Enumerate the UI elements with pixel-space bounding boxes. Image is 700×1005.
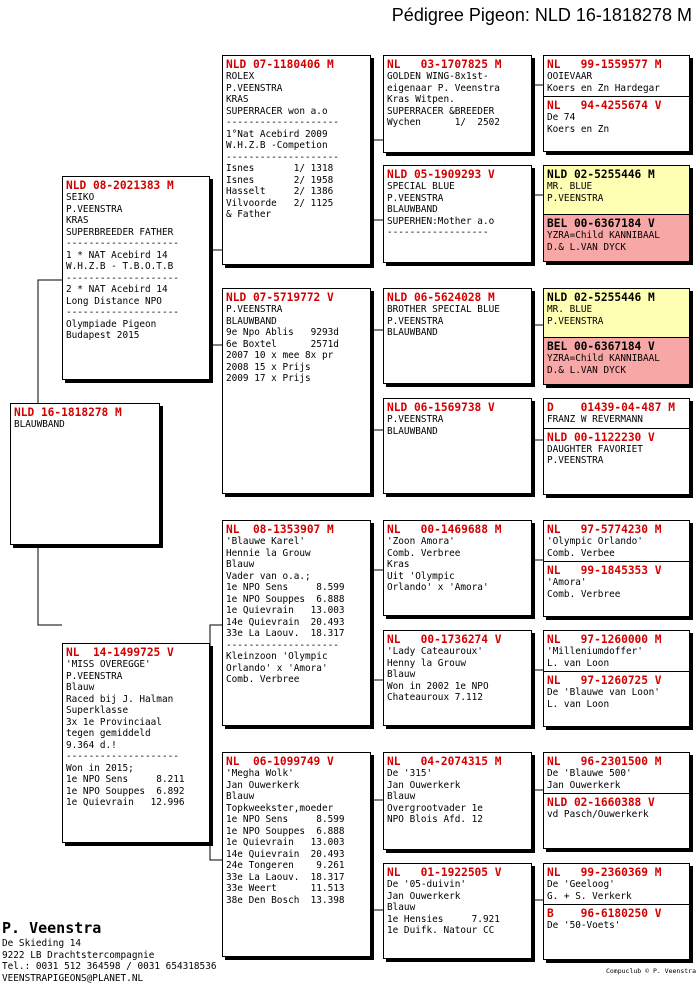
info-line: D.& L.VAN DYCK bbox=[547, 241, 627, 253]
gen3-card-2 bbox=[383, 165, 532, 263]
info-line: SUPERHEN:Mother a.o bbox=[387, 215, 495, 227]
info-line: 'MISS OVEREGGE' bbox=[66, 659, 151, 670]
info-line: P.VEENSTRA bbox=[387, 315, 444, 327]
info-line: De 'Blauwe 500' bbox=[547, 768, 632, 779]
info-line: Blauw bbox=[387, 902, 416, 913]
dam-card bbox=[62, 643, 210, 843]
info-line: D.& L.VAN DYCK bbox=[547, 364, 627, 376]
gen4-pair-4 bbox=[543, 398, 690, 495]
ring-number: NLD 16-1818278 M bbox=[14, 406, 122, 419]
info-line: Hasselt 2/ 1386 bbox=[226, 186, 334, 197]
ring-number: B 96-6180250 V bbox=[547, 907, 662, 920]
info-line: -------------------- bbox=[66, 272, 179, 284]
info-line: 1e Quievrain 13.003 bbox=[226, 837, 345, 848]
info-line: P.VEENSTRA bbox=[226, 82, 283, 94]
gen4-entry bbox=[544, 289, 689, 337]
info-line: 'Megha Wolk' bbox=[226, 768, 294, 779]
info-line: GOLDEN WING-8x1st- bbox=[387, 71, 489, 82]
info-line: DAUGHTER FAVORIET bbox=[547, 443, 643, 455]
info-line: 'Amora' bbox=[547, 577, 587, 588]
ring-number: NL 97-1260000 M bbox=[547, 633, 662, 646]
gen3-card-5 bbox=[383, 520, 532, 616]
info-line: Kras bbox=[387, 559, 410, 570]
info-line: Blauw bbox=[226, 791, 255, 802]
granddam-paternal-card bbox=[222, 288, 371, 494]
info-line: Vilvoorde 2/ 1125 bbox=[226, 197, 334, 209]
info-line: MR. BLUE bbox=[547, 304, 593, 315]
gen3-card-8 bbox=[383, 863, 532, 959]
gen4-entry bbox=[544, 428, 689, 469]
gen4-pair-5 bbox=[543, 520, 690, 617]
info-line: 1e Quievrain 13.003 bbox=[226, 605, 345, 616]
info-line: 1 * NAT Acebird 14 bbox=[66, 249, 168, 261]
connector-sire-gen2a bbox=[210, 240, 222, 250]
info-line: P.VEENSTRA bbox=[547, 455, 604, 466]
info-line: -------------------- bbox=[66, 307, 179, 318]
info-line: eigenaar P. Veenstra bbox=[387, 82, 500, 94]
ring-number: NL 06-1099749 V bbox=[226, 755, 334, 768]
ring-number: NLD 07-5719772 V bbox=[226, 291, 334, 304]
ring-number: D 01439-04-487 M bbox=[547, 401, 675, 414]
gen4-pair-8 bbox=[543, 863, 690, 960]
ring-number: NLD 06-1569738 V bbox=[387, 401, 495, 414]
info-line: vd Pasch/Ouwerkerk bbox=[547, 809, 649, 820]
grandsire-paternal-card bbox=[222, 55, 371, 265]
info-line: Comb. Verbee bbox=[547, 547, 615, 559]
info-line: Comb. Verbree bbox=[547, 588, 621, 600]
info-line: Jan Ouwerkerk bbox=[387, 779, 461, 791]
ring-number: NL 14-1499725 V bbox=[66, 646, 174, 659]
gen4-entry bbox=[544, 904, 689, 934]
info-line: SUPERBREEDER FATHER bbox=[66, 226, 174, 238]
info-line: P.VEENSTRA bbox=[547, 315, 604, 327]
info-line: BLAUWBAND bbox=[387, 204, 438, 215]
info-line: 1e Quievrain 12.996 bbox=[66, 797, 185, 808]
info-line: Comb. Verbree bbox=[226, 674, 300, 685]
info-line: 1°Nat Acebird 2009 bbox=[226, 128, 328, 140]
ring-number: NL 94-4255674 V bbox=[547, 99, 662, 112]
gen4-pair-2 bbox=[543, 165, 690, 262]
gen4-pair-6 bbox=[543, 630, 690, 727]
info-line: 2007 10 x mee 8x pr bbox=[226, 350, 334, 361]
info-line: 9.364 d.! bbox=[66, 739, 117, 751]
info-line: P.VEENSTRA bbox=[66, 670, 123, 682]
info-line: Long Distance NPO bbox=[66, 295, 162, 307]
info-line: SUPERRACER &BREEDER bbox=[387, 105, 495, 117]
info-line: 6e Boxtel 2571d bbox=[226, 338, 339, 350]
info-line: L. van Loon bbox=[547, 698, 610, 710]
ring-number: NLD 06-5624028 M bbox=[387, 291, 495, 304]
ring-number: NL 04-2074315 M bbox=[387, 755, 502, 768]
info-line: SPECIAL BLUE bbox=[387, 181, 455, 192]
info-line: Jan Ouwerkerk bbox=[226, 779, 300, 791]
info-line: Won in 2015; bbox=[66, 762, 134, 774]
owner-city: 9222 LB Drachtstercompagnie bbox=[2, 949, 155, 961]
ring-number: NLD 02-5255446 M bbox=[547, 168, 655, 181]
info-line: BLAUWBAND bbox=[14, 419, 65, 430]
info-line: 14e Quievrain 20.493 bbox=[226, 848, 345, 860]
info-line: P.VEENSTRA bbox=[66, 203, 123, 215]
info-line: Topkweekster,moeder bbox=[226, 802, 334, 814]
info-line: Orlando' x 'Amora' bbox=[226, 662, 328, 674]
info-line: & Father bbox=[226, 209, 272, 220]
info-line: Vader van o.a.; bbox=[226, 570, 311, 582]
info-line: Budapest 2015 bbox=[66, 330, 140, 341]
info-line: Wychen 1/ 2502 bbox=[387, 117, 500, 128]
gen4-entry bbox=[544, 96, 689, 137]
info-line: 1e NPO Souppes 6.888 bbox=[226, 825, 345, 837]
info-line: W.H.Z.B -Competion bbox=[226, 140, 328, 151]
footer-credit: Compuclub © P. Veenstra bbox=[605, 967, 696, 975]
owner-name: P. Veenstra bbox=[2, 919, 102, 937]
owner-email[interactable]: VEENSTRAPIGEONS@PLANET.NL bbox=[2, 972, 144, 984]
connector-subject-sire bbox=[38, 280, 62, 403]
info-line: 'Milleniumdoffer' bbox=[547, 646, 643, 657]
ring-number: NL 96-2301500 M bbox=[547, 755, 662, 768]
owner-block bbox=[2, 918, 216, 984]
info-line: 1e NPO Souppes 6.888 bbox=[226, 593, 345, 605]
ring-number: NLD 00-1122230 V bbox=[547, 430, 655, 444]
gen4-entry bbox=[544, 337, 689, 385]
info-line: 'Zoon Amora' bbox=[387, 536, 455, 547]
info-line: 1e Hensies 7.921 bbox=[387, 913, 500, 925]
ring-number: NL 99-1559577 M bbox=[547, 58, 662, 71]
info-line: 14e Quievrain 20.493 bbox=[226, 616, 345, 628]
info-line: De '315' bbox=[387, 768, 433, 779]
info-line: Uit 'Olympic bbox=[387, 570, 455, 582]
info-line: Henny la Grouw bbox=[387, 657, 467, 669]
ring-number: BEL 00-6367184 V bbox=[547, 340, 655, 353]
sire-card bbox=[62, 176, 210, 380]
gen4-pair-1 bbox=[543, 55, 690, 152]
info-line: NPO Blois Afd. 12 bbox=[387, 814, 483, 825]
info-line: Blauw bbox=[66, 682, 95, 693]
info-line: SEIKO bbox=[66, 192, 95, 203]
info-line: Blauw bbox=[226, 559, 255, 570]
info-line: Overgrootvader 1e bbox=[387, 802, 483, 814]
info-line: P.VEENSTRA bbox=[226, 304, 283, 315]
gen3-card-7 bbox=[383, 752, 532, 850]
gen4-entry bbox=[544, 214, 689, 262]
ring-number: NL 97-5774230 M bbox=[547, 523, 662, 536]
info-line: 38e Den Bosch 13.398 bbox=[226, 894, 345, 906]
info-line: Isnes 1/ 1318 bbox=[226, 163, 334, 174]
info-line: P.VEENSTRA bbox=[387, 192, 444, 204]
gen4-entry bbox=[544, 671, 689, 712]
ring-number: NL 03-1707825 M bbox=[387, 58, 502, 71]
info-line: L. van Loon bbox=[547, 657, 610, 669]
gen4-entry bbox=[544, 166, 689, 214]
info-line: Koers en Zn bbox=[547, 123, 610, 135]
info-line: 3x 1e Provinciaal bbox=[66, 716, 162, 728]
info-line: tegen gemiddeld bbox=[66, 728, 151, 739]
ring-number: NL 00-1736274 V bbox=[387, 633, 502, 646]
granddam-maternal-card bbox=[222, 752, 371, 957]
connector-subject-dam bbox=[38, 545, 62, 625]
info-line: De '05-duivin' bbox=[387, 879, 467, 890]
info-line: 33e La Laouv. 18.317 bbox=[226, 871, 345, 883]
info-line: 33e Weert 11.513 bbox=[226, 883, 345, 894]
info-line: KRAS bbox=[226, 94, 249, 105]
info-line: BROTHER SPECIAL BLUE bbox=[387, 304, 500, 315]
info-line: 'Olympic Orlando' bbox=[547, 536, 643, 547]
info-line: W.H.Z.B - T.B.O.T.B bbox=[66, 261, 174, 272]
connector-sire-gen2b bbox=[210, 260, 222, 345]
ring-number: NLD 05-1909293 V bbox=[387, 168, 495, 181]
info-line: 2008 15 x Prijs bbox=[226, 361, 311, 373]
grandsire-maternal-card bbox=[222, 520, 371, 726]
info-line: Olympiade Pigeon bbox=[66, 318, 157, 330]
info-line: FRANZ W REVERMANN bbox=[547, 414, 643, 425]
connector-dam-gen2d bbox=[210, 800, 222, 860]
gen4-entry bbox=[544, 56, 689, 96]
info-line: Raced bij J. Halman bbox=[66, 693, 174, 705]
info-line: 1e NPO Sens 8.211 bbox=[66, 774, 185, 785]
info-line: De 'Geeloog' bbox=[547, 879, 615, 890]
info-line: 33e La Laouv. 18.317 bbox=[226, 628, 345, 639]
info-line: Chateauroux 7.112 bbox=[387, 692, 483, 703]
info-line: P.VEENSTRA bbox=[547, 192, 604, 204]
info-line: 'Lady Cateauroux' bbox=[387, 646, 483, 657]
ring-number: BEL 00-6367184 V bbox=[547, 217, 655, 230]
info-line: YZRA=Child KANNIBAAL bbox=[547, 353, 660, 364]
gen4-entry bbox=[544, 521, 689, 561]
info-line: 1e NPO Souppes 6.892 bbox=[66, 785, 185, 797]
info-line: ------------------ bbox=[387, 227, 489, 238]
info-line: Isnes 2/ 1958 bbox=[226, 174, 334, 186]
info-line: YZRA=Child KANNIBAAL bbox=[547, 230, 660, 241]
ring-number: NL 00-1469688 M bbox=[387, 523, 502, 536]
info-line: BLAUWBAND bbox=[387, 425, 438, 437]
connector-dam-gen2c bbox=[210, 625, 222, 690]
info-line: SUPERRACER won a.o bbox=[226, 105, 328, 117]
gen4-entry bbox=[544, 864, 689, 904]
ring-number: NL 99-2360369 M bbox=[547, 866, 662, 879]
ring-number: NL 01-1922505 V bbox=[387, 866, 502, 879]
info-line: De 74 bbox=[547, 112, 576, 123]
gen3-card-6 bbox=[383, 630, 532, 726]
info-line: 1e NPO Sens 8.599 bbox=[226, 814, 345, 825]
subject-card bbox=[10, 403, 160, 545]
info-line: BLAUWBAND bbox=[387, 327, 438, 338]
ring-number: NL 08-1353907 M bbox=[226, 523, 334, 536]
info-line: Koers en Zn Hardegar bbox=[547, 82, 660, 94]
info-line: G. + S. Verkerk bbox=[547, 890, 632, 902]
info-line: -------------------- bbox=[226, 117, 339, 128]
gen3-card-3 bbox=[383, 288, 532, 384]
gen3-card-1 bbox=[383, 55, 532, 153]
gen4-entry bbox=[544, 793, 689, 823]
info-line: 2 * NAT Acebird 14 bbox=[66, 284, 168, 295]
gen4-pair-7 bbox=[543, 752, 690, 849]
info-line: Blauw bbox=[387, 669, 416, 680]
ring-number: NL 97-1260725 V bbox=[547, 674, 662, 687]
gen4-entry bbox=[544, 399, 689, 428]
info-line: Blauw bbox=[387, 791, 416, 802]
gen4-entry bbox=[544, 753, 689, 793]
info-line: -------------------- bbox=[66, 751, 179, 762]
info-line: P.VEENSTRA bbox=[387, 414, 444, 425]
info-line: 'Blauwe Karel' bbox=[226, 536, 306, 547]
gen4-entry bbox=[544, 631, 689, 671]
ring-number: NLD 07-1180406 M bbox=[226, 58, 334, 71]
info-line: Kleinzoon 'Olympic bbox=[226, 651, 328, 662]
info-line: ROLEX bbox=[226, 71, 255, 82]
info-line: Comb. Verbree bbox=[387, 547, 461, 559]
page-title: Pédigree Pigeon: NLD 16-1818278 M bbox=[391, 5, 692, 25]
info-line: Hennie la Grouw bbox=[226, 547, 311, 559]
info-line: -------------------- bbox=[66, 238, 179, 249]
info-line: Superklasse bbox=[66, 705, 129, 716]
info-line: 1e NPO Sens 8.599 bbox=[226, 582, 345, 593]
info-line: Orlando' x 'Amora' bbox=[387, 582, 489, 593]
info-line: Kras Witpen. bbox=[387, 94, 455, 105]
info-line: KRAS bbox=[66, 215, 89, 226]
info-line: MR. BLUE bbox=[547, 181, 593, 192]
ring-number: NLD 02-5255446 M bbox=[547, 291, 655, 304]
ring-number: NLD 02-1660388 V bbox=[547, 796, 655, 809]
owner-phone: Tel.: 0031 512 364598 / 0031 654318536 bbox=[2, 961, 217, 972]
info-line: Won in 2002 1e NPO bbox=[387, 680, 489, 692]
owner-address: De Skieding 14 bbox=[2, 938, 82, 949]
info-line: -------------------- bbox=[226, 151, 339, 163]
info-line: OOIEVAAR bbox=[547, 71, 593, 82]
ring-number: NL 99-1845353 V bbox=[547, 564, 662, 577]
info-line: 2009 17 x Prijs bbox=[226, 373, 311, 384]
info-line: BLAUWBAND bbox=[226, 315, 277, 327]
info-line: De 'Blauwe van Loon' bbox=[547, 687, 660, 698]
gen4-pair-3 bbox=[543, 288, 690, 385]
info-line: 24e Tongeren 9.261 bbox=[226, 860, 345, 871]
info-line: Jan Ouwerkerk bbox=[547, 779, 621, 791]
info-line: 9e Npo Ablis 9293d bbox=[226, 327, 339, 338]
info-line: 1e Duifk. Natour CC bbox=[387, 925, 495, 936]
info-line: De '50-Voets' bbox=[547, 920, 621, 931]
ring-number: NLD 08-2021383 M bbox=[66, 179, 174, 192]
gen3-card-4 bbox=[383, 398, 532, 494]
info-line: Jan Ouwerkerk bbox=[387, 890, 461, 902]
gen4-entry bbox=[544, 561, 689, 602]
info-line: -------------------- bbox=[226, 639, 339, 651]
